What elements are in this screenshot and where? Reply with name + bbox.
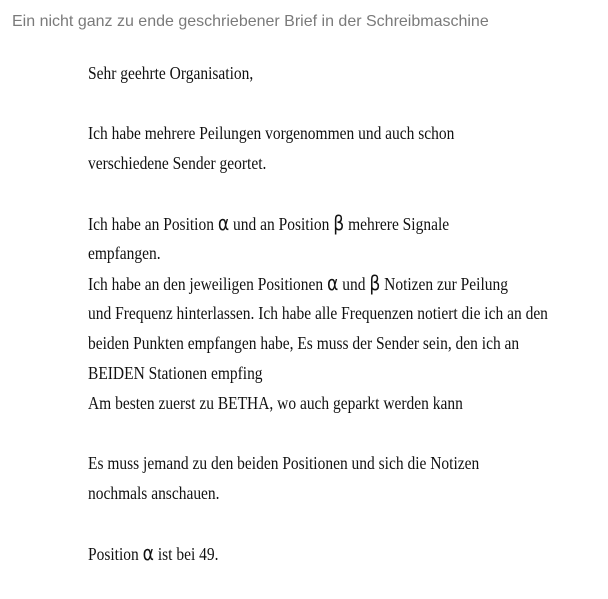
letter-text: Ich habe an Position xyxy=(88,214,218,234)
letter-text: Notizen zur Peilung xyxy=(380,274,508,294)
letter-text: und xyxy=(338,274,370,294)
letter-text: Ich habe an den jeweiligen Positionen xyxy=(88,274,328,294)
letter-text: und an Position xyxy=(229,214,334,234)
beta-symbol: β xyxy=(333,211,345,235)
beta-symbol: β xyxy=(369,271,381,295)
image-caption: Ein nicht ganz zu ende geschriebener Brief in der Schreibmaschine xyxy=(12,13,489,30)
letter-greeting: Sehr geehrte Organisation, xyxy=(88,63,254,83)
letter-line xyxy=(88,208,532,238)
letter-line: BEIDEN Stationen empfing xyxy=(88,363,263,383)
letter-text: ist bei 49. xyxy=(153,544,219,564)
letter-text: mehrere Signale xyxy=(344,214,450,234)
letter-line: empfangen. xyxy=(88,243,161,263)
letter-text: Position xyxy=(88,544,143,564)
letter-line: nochmals anschauen. xyxy=(88,483,220,503)
letter-line xyxy=(88,538,532,568)
letter-line: und Frequenz hinterlassen. Ich habe alle Frequenzen notiert die ich an den xyxy=(88,303,548,323)
letter-line: beiden Punkten empfangen habe, Es muss der Sender sein, den ich an xyxy=(88,333,520,353)
paragraph-gap xyxy=(88,508,532,538)
letter-line xyxy=(88,268,532,298)
alpha-symbol: α xyxy=(142,541,154,565)
paragraph-gap xyxy=(88,88,532,118)
alpha-symbol: α xyxy=(327,271,339,295)
letter-line: verschiedene Sender geortet. xyxy=(88,153,267,173)
alpha-symbol: α xyxy=(217,211,230,235)
letter-line: Ich habe mehrere Peilungen vorgenommen und auch schon xyxy=(88,123,455,143)
letter-line: Am besten zuerst zu BETHA, wo auch geparkt werden kann xyxy=(88,393,463,413)
typewriter-letter xyxy=(88,58,548,568)
letter-line: Es muss jemand zu den beiden Positionen und sich die Notizen xyxy=(88,453,480,473)
paragraph-gap xyxy=(88,178,532,208)
paragraph-gap xyxy=(88,418,532,448)
